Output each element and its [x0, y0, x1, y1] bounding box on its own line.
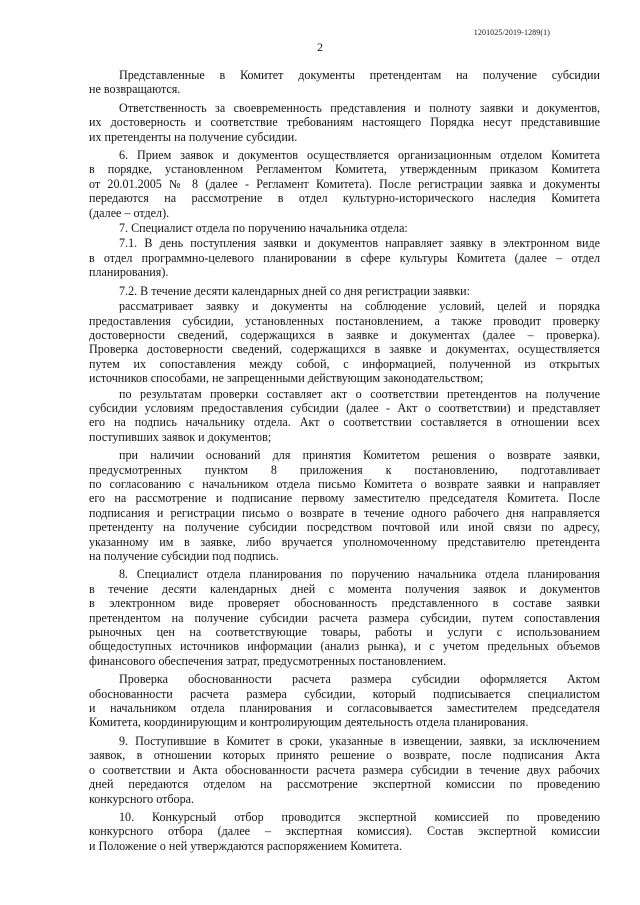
text-line: предусмотренных пунктом 8 приложения к постановлению, подготавливает — [89, 462, 600, 477]
text-line: достоверности сведений, содержащихся в заявке и документах (далее – проверка). — [89, 327, 600, 342]
paragraph — [89, 236, 600, 279]
text-line: 7. Специалист отдела по поручению начальника отдела: — [119, 221, 408, 236]
text-line: 7.2. В течение десяти календарных дней со дня регистрации заявки: — [119, 283, 470, 298]
text-line: субсидии условиям предоставления субсидии (далее - Акт о соответствии) и представляет — [89, 400, 600, 415]
text-line: по согласованию с начальником отдела письмо Комитета о возврате заявки и направляет — [89, 476, 600, 491]
text-line: рассматривает заявку и документы на соблюдение условий, целей и порядка — [119, 299, 600, 314]
text-line: путем их сопоставления между собой, с информацией, полученной из открытых — [89, 356, 600, 371]
text-line: их достоверность и соответствие требованиям настоящего Порядка несут представившие — [89, 115, 600, 130]
text-line: и начальником отдела планирования и согласовывается заместителем председателя — [89, 701, 600, 716]
text-line: передаются на рассмотрение в отдел культурно-исторического наследия Комитета — [89, 191, 600, 206]
text-line: от 20.01.2005 № 8 (далее - Регламент Комитета). После регистрации заявка и документы — [89, 176, 600, 191]
page-number: 2 — [317, 40, 323, 54]
text-line: в порядке, установленном Регламентом Комитета, утвержденным приказом Комитета — [89, 162, 600, 177]
paragraph — [89, 221, 600, 235]
paragraph — [89, 387, 600, 445]
paragraph — [89, 734, 600, 806]
paragraph — [89, 448, 600, 563]
text-line: претендентом на получение субсидии расчета размера субсидии, путем сопоставления — [89, 610, 600, 625]
text-line: (далее – отдел). — [89, 205, 170, 220]
text-line: заявок, в отношении которых принято решение о возврате, после подписания Акта — [89, 748, 600, 763]
text-line: дней передаются отделом на рассмотрение экспертной комиссии по проведению — [89, 777, 600, 792]
text-line: конкурсного отбора (далее – экспертная комиссия). Состав экспертной комиссии — [89, 824, 600, 839]
text-line: претенденту на получение субсидии посредством почтовой или иной связи по адресу, — [89, 520, 600, 535]
text-line: 8. Специалист отдела планирования по поручению начальника отдела планирования — [119, 567, 600, 582]
text-line: на получение субсидии под подпись. — [89, 549, 279, 563]
paragraph — [89, 299, 600, 385]
text-line: его на подпись начальнику отдела. Акт о соответствии составляется в отношении всех — [89, 415, 600, 430]
text-line: финансового обеспечения затрат, предусмотренных постановлением. — [89, 653, 447, 668]
paragraph — [89, 68, 600, 97]
text-line: рыночных цен на соответствующие товары, работы и услуги с использованием — [89, 625, 600, 640]
text-line: их претенденты на получение субсидии. — [89, 129, 298, 144]
text-line: Проверка обоснованности расчета размера субсидии оформляется Актом — [119, 672, 600, 687]
text-line: поступивших заявок и документов; — [89, 429, 272, 444]
text-line: предоставления субсидии, установленных постановлением, а также проводит проверку — [89, 313, 600, 328]
text-line: при наличии оснований для принятия Комитетом решения о возврате заявки, — [119, 448, 600, 463]
text-line: и Положение о ней утверждаются распоряжением Комитета. — [89, 838, 403, 853]
text-line: Ответственность за своевременность представления и полноту заявки и документов, — [119, 100, 600, 115]
text-line: его на рассмотрение и подписание первому заместителю председателя Комитета. После — [89, 491, 600, 506]
text-line: Комитета, координирующим и контролирующим деятельность отдела планирования. — [89, 715, 529, 730]
text-line: обоснованности расчета размера субсидии, который подписывается специалистом — [89, 686, 600, 701]
text-line: общедоступных источников информации (анализ рынка), и с учетом предельных объемов — [89, 639, 600, 654]
text-line: указанному им в заявке, либо вручается уполномоченному представителю претендента — [89, 534, 600, 549]
text-line: источников способами, не запрещенными действующим законодательством; — [89, 371, 484, 386]
paragraph — [89, 567, 600, 668]
text-line: Проверка достоверности сведений, содержащихся в заявке и документах, осуществляется — [89, 342, 600, 357]
text-line: 7.1. В день поступления заявки и документов направляет заявку в электронном виде — [119, 236, 600, 251]
text-line: 6. Прием заявок и документов осуществляется организационным отделом Комитета — [119, 148, 600, 163]
text-line: 9. Поступившие в Комитет в сроки, указанные в извещении, заявки, за исключением — [119, 733, 600, 748]
text-line: подписания и регистрации письмо о возврате в течение одного рабочего дня направляется — [89, 505, 600, 520]
document-body — [89, 68, 600, 857]
text-line: о соответствии и Акта обоснованности расчета размера субсидии в течение двух рабочих — [89, 762, 600, 777]
text-line: в электронном виде проверяет обоснованность представленного в составе заявки — [89, 596, 600, 611]
text-line: не возвращаются. — [89, 82, 181, 97]
text-line: конкурсного отбора. — [89, 791, 195, 806]
paragraph — [89, 101, 600, 144]
paragraph — [89, 672, 600, 730]
paragraph — [89, 810, 600, 853]
paragraph — [89, 148, 600, 220]
text-line: в течение десяти календарных дней с момента получения заявок и документов — [89, 581, 600, 596]
text-line: 10. Конкурсный отбор проводится экспертной комиссией по проведению — [119, 809, 600, 824]
text-line: по результатам проверки составляет акт о соответствии претендентов на получение — [119, 386, 600, 401]
text-line: планирования). — [89, 265, 169, 280]
text-line: Представленные в Комитет документы претендентам на получение субсидии — [119, 68, 600, 82]
document-registration-number: 1201025/2019-1289(1) — [473, 28, 550, 37]
text-line: в отдел программно-целевого планировании в сфере культуры Комитета (далее – отдел — [89, 250, 600, 265]
paragraph — [89, 284, 600, 298]
